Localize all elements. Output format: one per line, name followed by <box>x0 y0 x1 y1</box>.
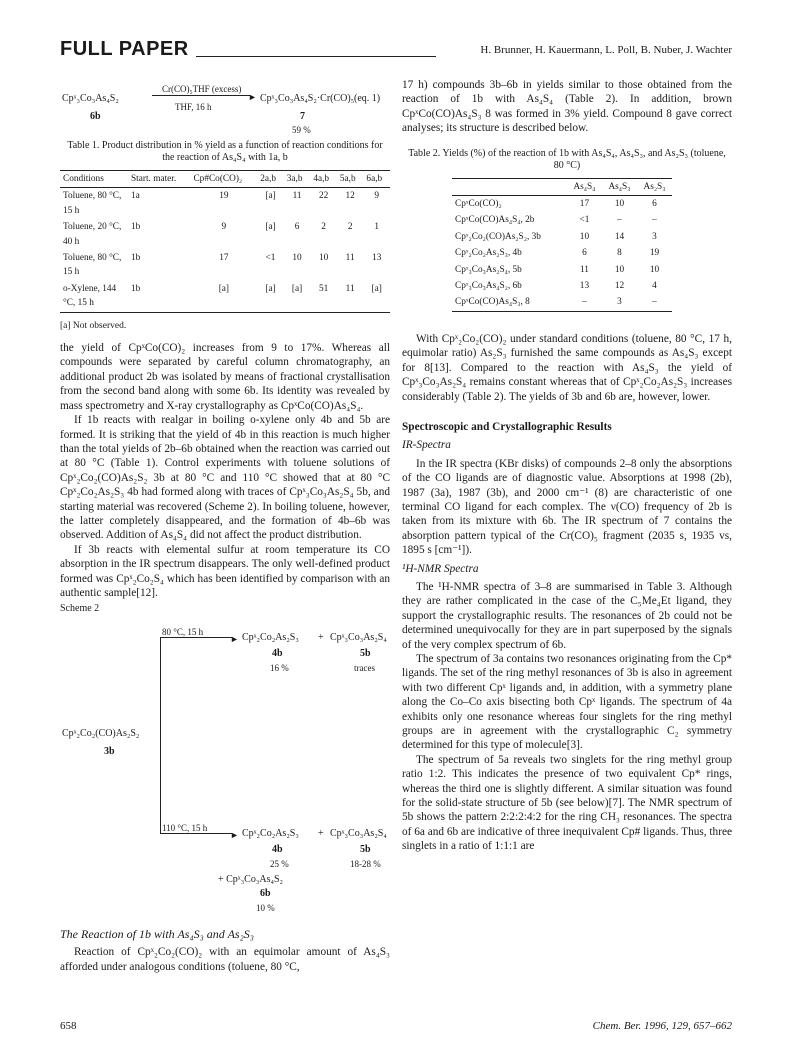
table-row <box>452 196 672 213</box>
table-row <box>60 250 390 281</box>
eq-reactant-number: 6b <box>90 111 101 122</box>
table2-cell: Cpˣ₂Co₂As₂S₃, 4b <box>455 248 522 259</box>
table-row <box>452 245 672 261</box>
journal-citation: Chem. Ber. 1996, 129, 657–662 <box>592 1020 732 1032</box>
table2-cell: – <box>567 294 602 311</box>
table1-cell: 10 <box>292 253 302 264</box>
eq-label: (eq. 1) <box>354 93 381 104</box>
paragraph: The ¹H-NMR spectra of 3–8 are summarised in Table 3. Although they are rather complicated in the case of the C₅Me₄Et ligand, they support the crystallographic results. The resonances of 2b could not be determined unequivocally for they are in part superposed by the signals of the very complex spectrum of 6b. <box>402 580 732 651</box>
scheme-third-number: 6b <box>260 887 271 899</box>
table2-header: As₂S₃ <box>637 178 672 195</box>
table2-header-row <box>452 178 672 195</box>
table2-cell: 10 <box>614 199 625 210</box>
nmr-heading: ¹H-NMR Spectra <box>402 562 479 575</box>
table-row <box>452 278 672 294</box>
table2-cell: 6 <box>582 248 587 259</box>
table2-cell: 10 <box>649 264 660 275</box>
scheme-label: Scheme 2 <box>60 603 100 615</box>
scheme-upper-number-1: 4b <box>272 647 283 659</box>
scheme-upper-product-1: Cpˣ₂Co₂As₂S₃ <box>242 631 299 643</box>
table1-header: Cp#Co(CO)₂ <box>190 171 257 188</box>
scheme-lower-conditions: 110 °C, 15 h <box>162 822 208 833</box>
table1-header: Start. mater. <box>128 171 190 188</box>
scheme-2-third <box>60 873 390 927</box>
scheme-upper-arrowhead: ► <box>230 633 239 644</box>
paragraph: In the IR spectra (KBr disks) of compounds 2–8 only the absorptions of the CO ligands are of diagnostic value. Absorptions at 1998 (2b), 1987 (3a), 1987 (3b), and 2000 cm⁻¹ (8) are characteristic of one terminal CO ligand for each complex. The ν(CO) frequency of 2b is taken from its mixture with 6b. The IR spectrum of 7 contains the absorption pattern typical of the Cr(CO)₅ fragment (2035 s, 1935 vs, 1895 s [cm⁻¹]). <box>402 457 732 557</box>
paragraph: 17 h) compounds 3b–6b in yields similar to those obtained from the reaction of 1b with As₄S₄ (Table 2). In addition, brown CpˣCo(CO)As₄S₃ 8 was formed in 3% yield. Compound 8 gave correct analyses; its structure is described below. <box>402 79 732 135</box>
scheme-bracket <box>160 637 161 833</box>
table-row <box>452 262 672 278</box>
paragraph: the yield of CpˣCo(CO)₂ increases from 9 to 17%. Whereas all compounds were separated by careful column chromatography, an additional product 2b was isolated by means of fractional crystallisation from the second band along with some 6b. Its identity was revealed by mass spectrometry and X-ray crystallography as CpˣCo(CO)As₄S₄. <box>60 342 390 412</box>
paragraph: If 1b reacts with realgar in boiling o-xylene only 4b and 5b are formed. It is striking that the yield of 4b in this reaction is much higher than the total yields of 2b–6b obtained when the reaction was carried out at 80 °C (Table 1). Control experiments with toluene solutions of Cpˣ₂Co₂(CO)As₂S₂ 3b at 80 °C and 110 °C showed that at 80 °C Cpˣ₂Co₂As₂S₃ 4b had formed along with traces of Cpˣ₃Co₃As₂S₄ 5b, and starting material was recovered (Scheme 2). In boiling toluene, however, the latter completely disappeared, and the formation of 4b–6b was observed. Addition of As₄S₄ did not affect the product distribution. <box>60 414 390 542</box>
section-heading: Spectroscopic and Crystallographic Results <box>402 420 612 433</box>
eq-reactant: Cpˣ₃Co₃As₄S₂ <box>62 93 119 104</box>
table2-cell: 4 <box>652 281 657 292</box>
table1-cell: 51 <box>310 281 337 312</box>
table1-header: 5a,b <box>337 171 364 188</box>
paragraph: The spectrum of 5a reveals two singlets for the ring methyl group ratio 1:2. This indicates the presence of two equivalent Cp* rings, whereas the third one is slightly different. A similar situation was found for the solid-state structure of 5b (see below)[7]. The NMR spectrum of 5b shows the pattern 2:2:2:4:2 for the ring CH₃ resonances. The spectra of 6a and 6b are indicative of three inequivalent Cp# ligands. Thus, three singlets in a ratio of 1:1:1 are <box>402 753 732 853</box>
table2-cell: CpˣCo(CO)As₄S₃, 8 <box>452 294 567 311</box>
table1-cell: 2 <box>321 222 326 233</box>
eq-product-number: 7 <box>300 111 305 122</box>
table1-cell: 1a <box>131 191 140 202</box>
table1-cell: 2 <box>347 222 353 233</box>
table1-header: 2a,b <box>257 171 284 188</box>
eq-arrowhead: ► <box>248 92 257 102</box>
scheme-start: Cpˣ₂Co₂(CO)As₂S₂ <box>62 727 140 739</box>
scheme-2 <box>60 617 390 879</box>
paragraph: Reaction of Cpˣ₂Co₂(CO)₂ with an equimolar amount of As₄S₃ afforded under analogous conditions (toluene, 80 °C, <box>60 946 390 973</box>
table1-cell: 11 <box>345 253 355 264</box>
table1-cell: 19 <box>219 191 229 202</box>
table2-cell: 11 <box>579 264 589 275</box>
scheme-upper-conditions: 80 °C, 15 h <box>162 626 204 637</box>
table1 <box>60 170 390 313</box>
table1-cell: 9 <box>221 222 227 233</box>
table2-header <box>452 178 567 195</box>
table1-cell: [a] <box>284 281 311 312</box>
table1-header: Conditions <box>60 171 128 188</box>
table2-cell: 12 <box>614 281 625 292</box>
table2-cell: 10 <box>614 264 625 275</box>
table-row <box>452 229 672 245</box>
table1-header: 3a,b <box>284 171 311 188</box>
equation-1 <box>60 78 390 134</box>
table-row <box>60 281 390 312</box>
scheme-lower-number-2: 5b <box>360 843 371 855</box>
scheme-upper-product-2: Cpˣ₃Co₃As₂S₄ <box>330 631 387 643</box>
table-row <box>60 188 390 219</box>
table2-cell: <1 <box>579 215 590 226</box>
table1-header: 6a,b <box>363 171 390 188</box>
table2-cell: 14 <box>614 231 625 242</box>
scheme-upper-yield-1: 16 % <box>270 662 289 673</box>
table2-caption: Table 2. Yields (%) of the reaction of 1b with As₄S₄, As₄S₃, and As₂S₃ (toluene, 80 °C) <box>408 147 726 171</box>
header-rule <box>196 56 436 57</box>
table2-cell: 3 <box>652 231 657 242</box>
table-row <box>60 219 390 250</box>
eq-yield: 59 % <box>292 125 311 135</box>
table1-cell: 11 <box>292 191 302 202</box>
table2-cell: CpˣCo(CO)As₄S₄, 2b <box>455 215 535 226</box>
table1-cell: Toluene, 20 °C, 40 h <box>63 222 122 247</box>
table1-cell: 1b <box>131 253 141 264</box>
scheme-lower-yield-2: 18-28 % <box>350 858 381 869</box>
table-row <box>452 294 672 311</box>
table1-cell: 11 <box>337 281 364 312</box>
table2 <box>452 178 672 312</box>
table1-cell: 10 <box>318 253 329 264</box>
table1-cell: [a] <box>265 222 276 233</box>
table1-cell: 13 <box>372 253 382 264</box>
paragraph: If 3b reacts with elemental sulfur at room temperature its CO absorption in the IR spectrum disappears. The only well-defined product formed was Cpˣ₂Co₂S₄ which has been identified by comparison with an authentic sample[12]. <box>60 543 390 599</box>
header-authors: H. Brunner, H. Kauermann, L. Poll, B. Nuber, J. Wachter <box>480 44 732 56</box>
table1-footnote: [a] Not observed. <box>60 320 127 331</box>
header-title: FULL PAPER <box>60 38 189 60</box>
table2-cell: 10 <box>579 231 590 242</box>
table1-cell: Toluene, 80 °C, 15 h <box>63 253 122 278</box>
table2-cell: 19 <box>649 248 660 259</box>
table1-cell: [a] <box>257 281 284 312</box>
paragraph: The spectrum of 3a contains two resonances originating from the Cp* ligands. The set of the ring methyl resonances of 3b is also in agreement with two different Cpˣ ligands and, in addition, with a symmetry plane along the Co–Co axis bisecting both Cpˣ ligands. The spectrum of 4a exhibits only one resonance whereas four singlets for the ring methyl groups are in agreement with the crystallographic C₂ symmetry determined for this type of molecule[3]. <box>402 653 732 752</box>
scheme-upper-number-2: 5b <box>360 647 371 659</box>
scheme-lower-arrowhead: ► <box>230 829 239 840</box>
scheme-lower-product-2: Cpˣ₃Co₃As₂S₄ <box>330 827 387 839</box>
scheme-third-yield: 10 % <box>256 902 275 913</box>
table2-cell: 17 <box>579 199 590 210</box>
paragraph: With Cpˣ₂Co₂(CO)₂ under standard conditions (toluene, 80 °C, 17 h, equimolar ratio) As₂S₃ furnished the same compounds as As₄S₃ except for 8[13]. Compared to the reaction with As₄S₃ the yield of Cpˣ₃Co₃As₂S₄ remains constant whereas that of Cpˣ₂Co₂As₂S₃ increases considerably (Table 2). The yields of 3b and 6b are, however, lower. <box>402 332 732 403</box>
left-column <box>60 78 390 974</box>
table1-cell: 1 <box>374 222 380 233</box>
table2-header: As₄S₃ <box>602 178 637 195</box>
scheme-upper-yield-2: traces <box>354 662 375 673</box>
table1-cell: <1 <box>265 253 276 264</box>
table1-cell: o-Xylene, 144 °C, 15 h <box>60 281 128 312</box>
eq-arrow <box>152 95 250 96</box>
table1-header: 4a,b <box>310 171 337 188</box>
table1-header-row <box>60 171 390 188</box>
table2-cell: 8 <box>617 248 622 259</box>
table2-cell: Cpˣ₃Co₃As₄S₂, 6b <box>455 281 522 292</box>
table2-cell: 6 <box>652 199 657 210</box>
table1-cell: 12 <box>345 191 355 202</box>
table2-cell: 13 <box>579 281 590 292</box>
table2-cell: – <box>652 215 657 226</box>
table2-cell: – <box>617 215 622 226</box>
table1-caption: Table 1. Product distribution in % yield as a function of reaction conditions for the reaction of As₄S₄ with 1a, b <box>67 140 383 163</box>
table2-cell: Cpˣ₂Co₂(CO)As₂S₂, 3b <box>455 231 541 242</box>
table1-cell: 17 <box>219 253 229 264</box>
page-number: 658 <box>60 1020 77 1032</box>
table-row <box>452 212 672 228</box>
scheme-lower-product-1: Cpˣ₂Co₂As₂S₃ <box>242 827 299 839</box>
ir-heading: IR-Spectra <box>402 439 451 452</box>
table1-cell: 1b <box>128 281 190 312</box>
subheading-reaction: The Reaction of 1b with As₄S₃ and As₂S₃ <box>60 926 254 941</box>
eq-conditions: THF, 16 h <box>175 102 212 112</box>
table1-cell: Toluene, 80 °C, 15 h <box>63 191 122 216</box>
table1-cell: [a] <box>190 281 257 312</box>
scheme-lower-yield-1: 25 % <box>270 858 289 869</box>
table2-cell: – <box>637 294 672 311</box>
table1-cell: [a] <box>363 281 390 312</box>
scheme-plus-2: + <box>318 827 324 839</box>
scheme-plus-1: + <box>318 631 324 643</box>
table2-header: As₄S₄ <box>567 178 602 195</box>
table1-cell: 1b <box>131 222 141 233</box>
table2-cell: CpˣCo(CO)₂ <box>455 199 502 210</box>
table2-cell: 3 <box>602 294 637 311</box>
table1-cell: 9 <box>374 191 380 202</box>
right-column <box>402 78 732 854</box>
scheme-start-number: 3b <box>104 745 115 757</box>
table1-cell: [a] <box>265 191 276 202</box>
table1-cell: 22 <box>318 191 329 202</box>
eq-product: Cpˣ₃Co₃As₄S₂·Cr(CO)₅ <box>260 93 355 104</box>
table1-cell: 6 <box>294 222 300 233</box>
table2-cell: Cpˣ₃Co₃As₂S₄, 5b <box>455 264 522 275</box>
scheme-lower-number-1: 4b <box>272 843 283 855</box>
eq-reagent: Cr(CO)₅THF (excess) <box>162 84 242 94</box>
scheme-third-product: + Cpˣ₃Co₃As₄S₂ <box>218 873 283 885</box>
